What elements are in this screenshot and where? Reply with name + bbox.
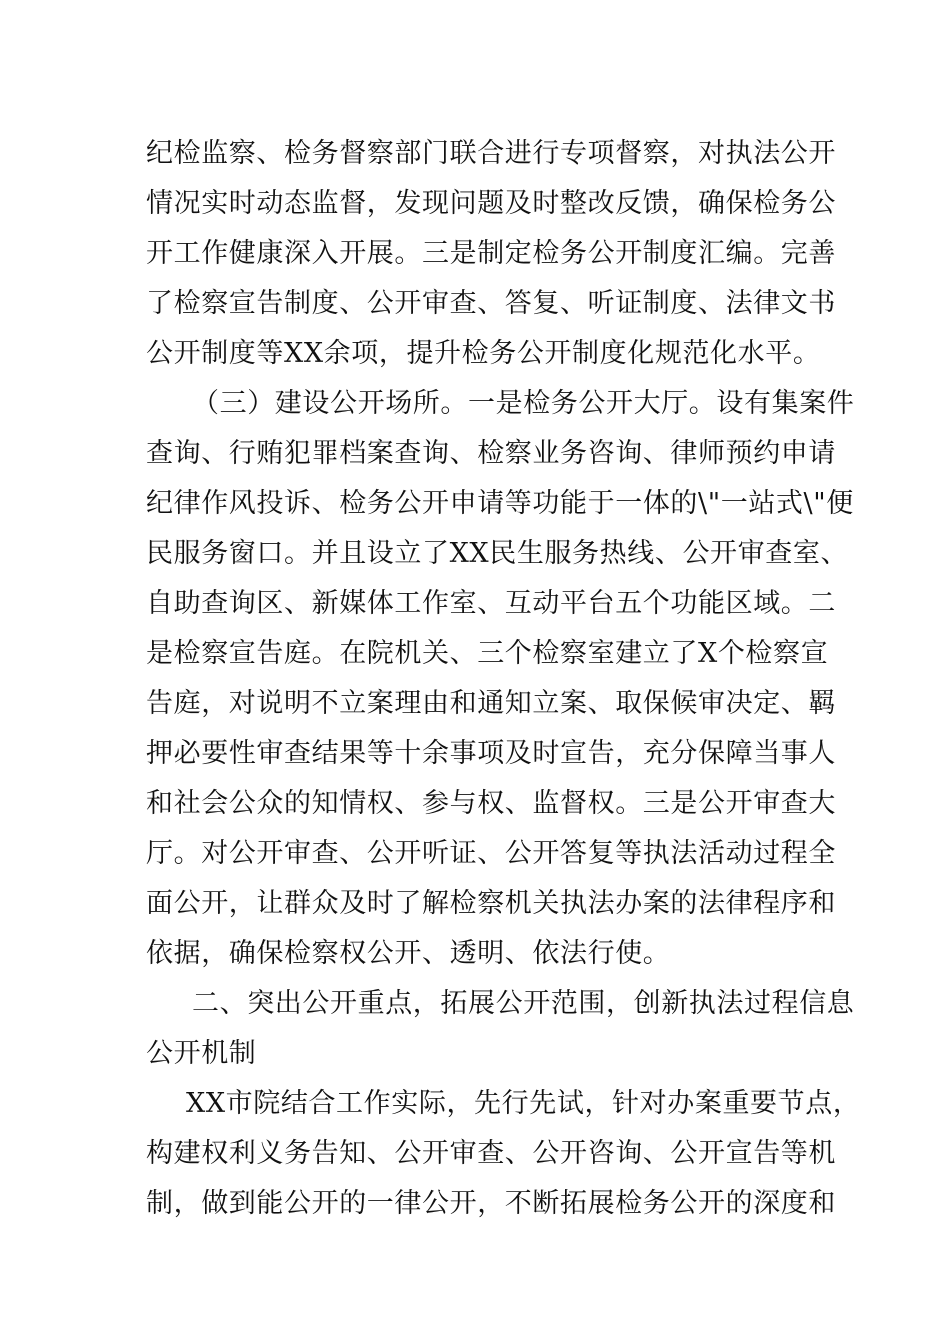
section-heading-line: （三）建设公开场所。一是检务公开大厅。设有集案件 xyxy=(192,388,855,419)
paragraph-line: 构建权利义务告知、公开审查、公开咨询、公开宣告等机 xyxy=(146,1138,836,1169)
paragraph-line: 查询、行贿犯罪档案查询、检察业务咨询、律师预约申请 xyxy=(146,438,836,469)
paragraph-line: 纪律作风投诉、检务公开申请等功能于一体的\"一站式\"便 xyxy=(146,488,854,519)
paragraph-line: 纪检监察、检务督察部门联合进行专项督察，对执法公开 xyxy=(146,138,836,169)
paragraph-line: 制，做到能公开的一律公开，不断拓展检务公开的深度和 xyxy=(146,1188,836,1219)
paragraph-line: 押必要性审查结果等十余事项及时宣告，充分保障当事人 xyxy=(146,738,836,769)
section-heading-line: 二、突出公开重点，拓展公开范围，创新执法过程信息 xyxy=(192,988,855,1019)
paragraph-line: 是检察宣告庭。在院机关、三个检察室建立了X个检察宣 xyxy=(146,638,829,669)
paragraph-line: 厅。对公开审查、公开听证、公开答复等执法活动过程全 xyxy=(146,838,836,869)
paragraph-line: 了检察宣告制度、公开审查、答复、听证制度、法律文书 xyxy=(146,288,836,319)
paragraph-line: 公开制度等XX余项，提升检务公开制度化规范化水平。 xyxy=(146,338,821,369)
paragraph-line: 面公开，让群众及时了解检察机关执法办案的法律程序和 xyxy=(146,888,836,919)
paragraph-line: 开工作健康深入开展。三是制定检务公开制度汇编。完善 xyxy=(146,238,836,269)
paragraph-line: 自助查询区、新媒体工作室、互动平台五个功能区域。二 xyxy=(146,588,836,619)
section-heading-line: 公开机制 xyxy=(146,1038,257,1069)
paragraph-line: 民服务窗口。并且设立了XX民生服务热线、公开审查室、 xyxy=(146,538,849,569)
paragraph-line: 和社会公众的知情权、参与权、监督权。三是公开审查大 xyxy=(146,788,836,819)
paragraph-line: XX市院结合工作实际，先行先试，针对办案重要节点， xyxy=(186,1088,861,1119)
paragraph-line: 依据，确保检察权公开、透明、依法行使。 xyxy=(146,938,671,969)
paragraph-line: 情况实时动态监督，发现问题及时整改反馈，确保检务公 xyxy=(146,188,836,219)
paragraph-line: 告庭，对说明不立案理由和通知立案、取保候审决定、羁 xyxy=(146,688,836,719)
